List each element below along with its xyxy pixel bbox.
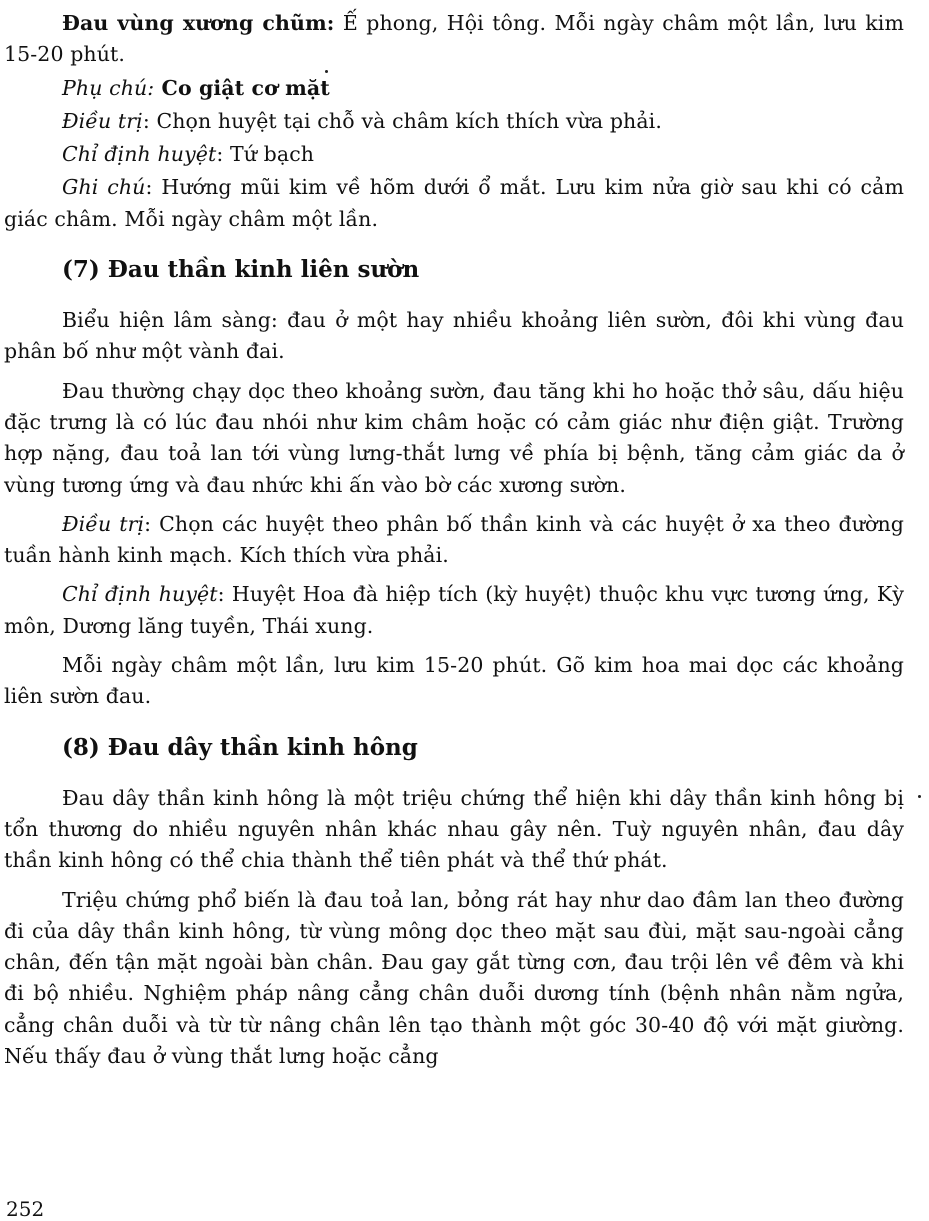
term-points: Chỉ định huyệt: [62, 582, 218, 607]
paragraph-treatment: [4, 509, 904, 572]
paragraph-text: : Hướng mũi kim về hõm dưới ổ mắt. Lưu kim nửa giờ sau khi có cảm giác châm. Mỗi ngày châm một lần.: [4, 175, 904, 231]
paragraph-note-facial-spasm: [4, 73, 904, 104]
term-treatment: Điều trị: [62, 108, 143, 133]
term-remark: Ghi chú: [62, 175, 146, 200]
paragraph-points: [4, 139, 904, 170]
scan-speck: [918, 795, 921, 798]
paragraph-clinical-signs: Biểu hiện lâm sàng: đau ở một hay nhiều khoảng liên sườn, đôi khi vùng đau phân bố như một vành đai.: [4, 308, 904, 364]
term-note: Phụ chú:: [62, 75, 155, 100]
paragraph-sciatica-symptoms: Triệu chứng phổ biến là đau toả lan, bỏng rát hay như dao đâm lan theo đường đi của dây thần kinh hông, từ vùng mông dọc theo mặt sau đùi, mặt sau-ngoài cẳng chân, đến tận mặt ngoài bàn chân. Đau gay gắt từng cơn, đau trội lên về đêm và khi đi bộ nhiều. Nghiệm pháp nâng cẳng chân duỗi dương tính (bệnh nhân nằm ngửa, cẳng chân duỗi và từ từ nâng chân lên tạo thành một góc 30-40 độ với mặt giường. Nếu thấy đau ở vùng thắt lưng hoặc cẳng: [4, 887, 904, 1069]
paragraph-text: : Tứ bạch: [216, 142, 315, 167]
paragraph-frequency: Mỗi ngày châm một lần, lưu kim 15-20 phút. Gõ kim hoa mai dọc các khoảng liên sườn đau.: [4, 653, 904, 709]
term-points: Chỉ định huyệt: [62, 142, 217, 167]
paragraph-text: : Chọn huyệt tại chỗ và châm kích thích vừa phải.: [142, 108, 662, 133]
paragraph-remark: [4, 172, 904, 235]
term-facial-spasm: Co giật cơ mặt: [154, 75, 330, 100]
paragraph-text: : Chọn các huyệt theo phân bố thần kinh và các huyệt ở xa theo đường tuần hành kinh mạch. Kích thích vừa phải.: [4, 511, 904, 568]
paragraph-text: : Huyệt Hoa đà hiệp tích (kỳ huyệt) thuộc khu vực tương ứng, Kỳ môn, Dương lăng tuyền, Thái xung.: [4, 582, 904, 638]
paragraph-points: [4, 579, 904, 642]
paragraph-sciatica-definition: Đau dây thần kinh hông là một triệu chứng thể hiện khi dây thần kinh hông bị tổn thương do nhiều nguyên nhân khác nhau gây nên. Tuỳ nguyên nhân, đau dây thần kinh hông có thể chia thành thể tiên phát và thể thứ phát.: [4, 785, 904, 873]
paragraph-text: Ế phong, Hội tông. Mỗi ngày châm một lần, lưu kim 15-20 phút.: [4, 11, 904, 67]
paragraph-mastoid-pain: [4, 8, 904, 71]
term-treatment: Điều trị: [62, 511, 145, 536]
scan-speck: [325, 70, 328, 73]
page-number: 252: [6, 1197, 45, 1221]
page-content: [4, 8, 904, 1072]
paragraph-pain-description: Đau thường chạy dọc theo khoảng sườn, đau tăng khi ho hoặc thở sâu, dấu hiệu đặc trưng là có lúc đau nhói như kim châm hoặc có cảm giác như điện giật. Trường hợp nặng, đau toả lan tới vùng lưng-thắt lưng về phía bị bệnh, tăng cảm giác da ở vùng tương ứng và đau nhức khi ấn vào bờ các xương sườn.: [4, 378, 904, 497]
section-heading-sciatica: (8) Đau dây thần kinh hông: [62, 733, 418, 761]
term-mastoid-pain: Đau vùng xương chũm:: [62, 11, 335, 35]
section-heading-intercostal-neuralgia: (7) Đau thần kinh liên sườn: [62, 256, 420, 284]
paragraph-treatment: [4, 106, 904, 137]
